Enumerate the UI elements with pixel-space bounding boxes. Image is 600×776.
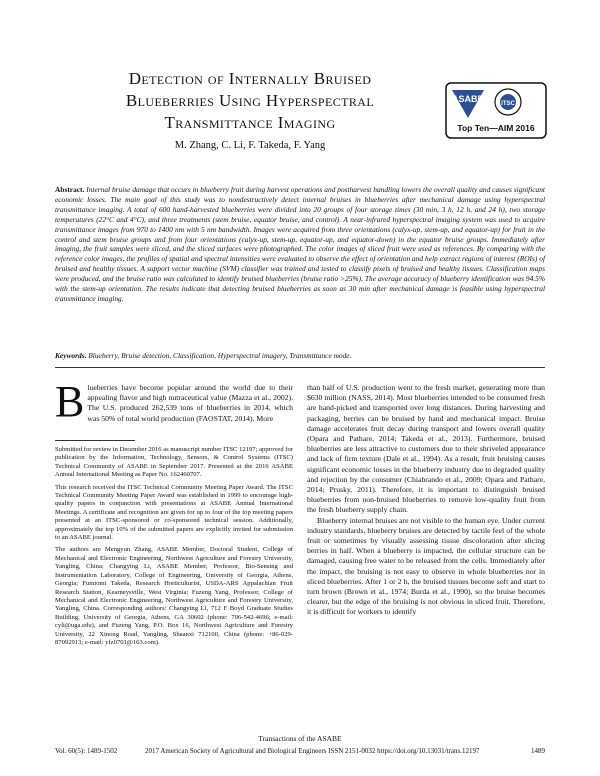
volume-info: Vol. 60(5): 1489-1502 bbox=[55, 747, 118, 755]
paper-title bbox=[60, 68, 440, 134]
title-line-2: Blueberries Using Hyperspectral bbox=[125, 91, 375, 110]
itsc-label: ITSC bbox=[501, 101, 515, 107]
keywords-label: Keywords. bbox=[55, 351, 87, 360]
footnote-submission: Submitted for review in December 2016 as manuscript number ITSC 12197; approved for publication by the Information, Technology, Sensors, & Control Systems (ITSC) Technical Community of ASABE in September 2017. Presented at the 2016 ASABE Annual International Meeting as Paper No. 162460707. bbox=[55, 446, 293, 479]
abstract bbox=[55, 185, 545, 304]
title-line-3: Transmittance Imaging bbox=[164, 113, 336, 132]
abstract-label: Abstract. bbox=[55, 185, 85, 194]
footnote-divider bbox=[55, 440, 135, 441]
section-divider bbox=[55, 367, 545, 368]
keywords-text: Blueberry, Bruise detection, Classification, Hyperspectral imagery, Transmittance mode. bbox=[88, 351, 352, 360]
award-caption: Top Ten—AIM 2016 bbox=[457, 123, 535, 133]
copyright-line: 2017 American Society of Agricultural and Biological Engineers ISSN 2151-0032 https://doi.org/10.13031/trans.12197 bbox=[145, 747, 480, 755]
award-logo-graphic bbox=[444, 80, 548, 140]
award-logo bbox=[444, 80, 548, 140]
intro-paragraph: lueberries have become popular around the world due to their appealing flavor and high nutraceutical value (Mazza et al., 2002). The U.S. produced 262,539 tons of blueberries in 2014, which was 50% of total world production (FAOSTAT, 2014). More bbox=[87, 383, 293, 423]
title-line-1: Detection of Internally Bruised bbox=[128, 69, 372, 88]
dropcap: B bbox=[55, 377, 85, 426]
footnote-award: This research received the ITSC Technical Community Meeting Paper Award. The ITSC Technical Community Meeting Paper Award was established in 1999 to encourage high-quality papers in conjunction with presentations at ASABE Annual International Meetings. A certificate and recognition are given for up to four of the top meeting papers presented at an ITSC-sponsored or co-sponsored technical session. Additionally, approximately the top 10% of the submitted papers are explicitly invited for submission to an ASABE journal. bbox=[55, 483, 293, 542]
abstract-text: Internal bruise damage that occurs in blueberry fruit during harvest operations and postharvest handling lowers the overall quality and causes significant economic losses. The main goal of this study was to nondestructively detect internal bruises in blueberries after mechanical damage using hyperspectral transmittance imaging. A total of 600 hand-harvested blueberries were divided into 20 groups of four storage times (30 min, 3 h, 12 h, and 24 h), two storage temperatures (22°C and 4°C), and three treatments (stem bruise, equator bruise, and control). A near-infrared hyperspectral imaging system was used to acquire transmittance images from 970 to 1400 nm with 5 nm bandwidth. Images were acquired from three orientations (calyx-up, stem-up, and equator-up) for fruit in the control and stem bruise groups and from four orientations (calyx-up, stem-up, equator-up, and equator-down) in the equator bruise groups. Immediately after imaging, the fruit samples were sliced, and the sliced surfaces were photographed. The color images of sliced fruit were used as references. By comparing with the reference color images, the profiles of spatial and spectral intensities were evaluated to observe the effect of orientation and help extract regions of interest (ROIs) of bruised and healthy tissues. A support vector machine (SVM) classifier was trained and tested to classify pixels of bruised and healthy tissues. Classification maps were produced, and the bruise ratio was calculated to identify bruised blueberries (bruise ratio >25%). The average accuracy of blueberry identification was 94.5% with the stem-up orientation. The results indicate that detecting bruised blueberries as soon as 30 min after mechanical damage is feasible using hyperspectral transmittance imaging. bbox=[55, 185, 545, 303]
author-list: M. Zhang, C. Li, F. Takeda, F. Yang bbox=[174, 140, 326, 151]
page-number: 1489 bbox=[531, 747, 545, 755]
body-paragraph-2: Blueberry internal bruises are not visible to the human eye. Under current industry standards, blueberry bruises are detected by tactile feel of the whole fruit or sometimes by visually assessing tissue discoloration after slicing berries in half. When a blueberry is impacted, the cellular structure can be damaged, causing free water to be released from the cells. Immediately after the impact, the bruising is not easy to observe in whole blueberries nor in sliced blueberries. After 1 or 2 h, the bruised tissues become soft and start to turn brown (Brown et al., 1974; Burda et al., 1990), so the bruise becomes clearer, but the edge of the bruising is not obvious in sliced fruit. Therefore, it is difficult for workers to identify bbox=[307, 515, 545, 617]
body-right-column bbox=[307, 383, 545, 618]
body-paragraph-1: than half of U.S. production went to the fresh market, generating more than $630 million (NASS, 2014). Most blueberries intended to be consumed fresh are hand-picked and transported over long distances. During harvesting and packaging, berries can be bruised by hand and mechanical impact. Bruise damage accelerates fruit decay during transport and lowers overall quality (Opara and Pathare, 2014; Takeda et al., 2013). Furthermore, bruised blueberries are less attractive to customers due to their shriveled appearance and lack of firm texture (Dale et al., 1994). As a result, fruit bruising causes significant economic losses in the blueberry industry due to degraded quality and rejection by the consumer (Chiabrando et al., 2009; Opara and Pathare, 2014; Prusky, 2011). Therefore, it is important to distinguish bruised blueberries from non-bruised blueberries to remove low-quality fruit from the fresh blueberry supply chain. bbox=[307, 383, 545, 515]
keywords bbox=[55, 351, 545, 361]
footnote-authors: The authors are Mengyun Zhang, ASABE Member, Doctoral Student, College of Mechanical and Electronic Engineering, Northwest Agriculture and Forestry University, Yangling, China; Changying Li, ASABE Member, Professor, Bio-Sensing and Instrumentation Laboratory, College of Engineering, University of Georgia, Athens, Georgia; Fumiomi Takeda, Research Horticulturist, USDA-ARS Appalachian Fruit Research Station, Kearneysville, West Virginia; Fuzeng Yang, Professor, College of Mechanical and Electronic Engineering, Northwest Agriculture and Forestry University, Yangling, China. Corresponding authors: Changying Li, 712 F Boyd Graduate Studies Building, University of Georgia, Athens, GA 30602 (phone: 706-542-4696; e-mail: cyli@uga.edu), and Fuzeng Yang, P.O. Box 16, Northwest Agriculture and Forestry University, 22 Xinong Road, Yangling, Shaanxi 712100, China (phone: +86-029-87092913; e-mail: yfz0701@163.com). bbox=[55, 546, 293, 646]
journal-name: Transactions of the ASABE bbox=[258, 734, 342, 743]
body-left-column bbox=[55, 377, 293, 426]
asabe-label: ASABE bbox=[452, 94, 484, 104]
footnotes bbox=[55, 446, 293, 651]
